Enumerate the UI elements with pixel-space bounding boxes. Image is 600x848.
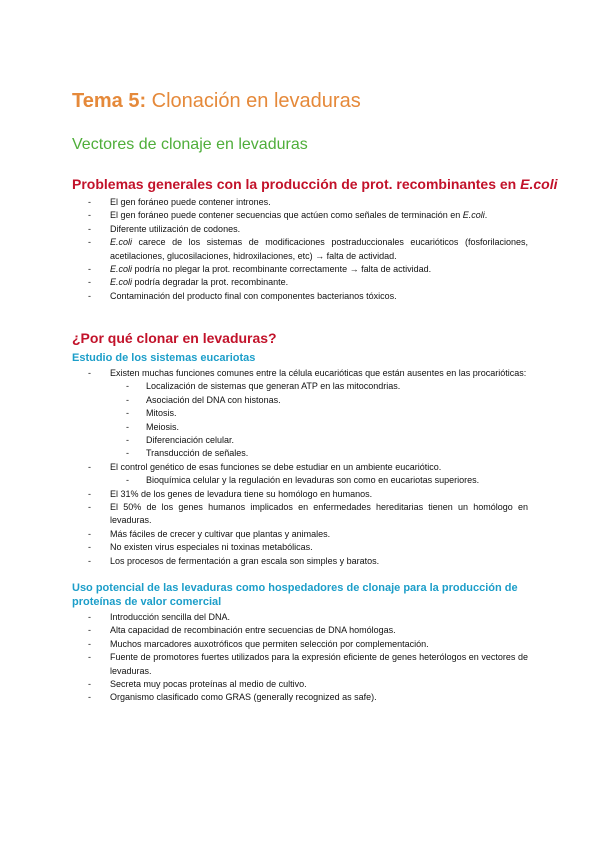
italic-text: E.coli <box>110 264 133 275</box>
list-item <box>86 209 528 222</box>
heading-why-yeast: ¿Por qué clonar en levaduras? <box>72 330 277 346</box>
list-item: - Introducción sencilla del DNA. <box>86 611 528 624</box>
sub-list-item: - Diferenciación celular. <box>86 434 528 447</box>
list-item <box>86 223 528 236</box>
heading-problems <box>72 176 557 192</box>
list-item <box>86 263 528 276</box>
sub-list-item: - Asociación del DNA con histonas. <box>86 394 528 407</box>
item-text: El gen foráneo puede contener intrones. <box>110 197 271 207</box>
item-text: El gen foráneo puede contener secuencias que actúen como señales de terminación en <box>110 210 463 221</box>
sub-list-item: - Mitosis. <box>86 407 528 420</box>
list-item: - Existen muchas funciones comunes entre la célula eucarióticas que están ausentes en las procarióticas: <box>86 367 528 380</box>
title-text: Clonación en levaduras <box>146 90 361 112</box>
item-text: Diferente utilización de codones. <box>110 223 241 234</box>
list-item: - Muchos marcadores auxotróficos que permiten selección por complementación. <box>86 638 528 651</box>
item-text: Contaminación del producto final con componentes bacterianos tóxicos. <box>110 290 397 301</box>
list-item: - Alta capacidad de recombinación entre secuencias de DNA homólogas. <box>86 624 528 637</box>
item-text: . <box>484 210 488 221</box>
page-title <box>72 90 361 113</box>
heading-problems-text: Problemas generales con la producción de prot. recombinantes en <box>72 176 521 192</box>
list-item: - Organismo clasificado como GRAS (generally recognized as safe). <box>86 691 528 704</box>
list-item: - Más fáciles de crecer y cultivar que plantas y animales. <box>86 528 528 541</box>
commercial-list <box>86 611 528 705</box>
item-text: carece de los sistemas de modificaciones postraduccionales eucarióticos (fosforilaciones, acetilaciones, glucosilaciones, hidroxilaciones, etc) → falta de actividad. <box>110 237 528 261</box>
problems-list <box>86 196 528 303</box>
italic-text: E.coli <box>110 237 133 248</box>
list-item <box>86 236 528 263</box>
section-subtitle: Vectores de clonaje en levaduras <box>72 136 308 153</box>
list-item: - No existen virus especiales ni toxinas metabólicas. <box>86 541 528 554</box>
list-item: - Los procesos de fermentación a gran escala son simples y baratos. <box>86 555 528 568</box>
sub-list-item: - Bioquímica celular y la regulación en levaduras son como en eucariotas superiores. <box>86 474 528 487</box>
item-text: podría no plegar la prot. recombinante correctamente → falta de actividad. <box>132 264 432 275</box>
list-item <box>86 290 528 303</box>
sub-list-item: - Meiosis. <box>86 421 528 434</box>
heading-commercial-use: Uso potencial de las levaduras como hospedadores de clonaje para la producción de proteínas de valor comercial <box>72 582 518 608</box>
heading-eukaryotic-systems: Estudio de los sistemas eucariotas <box>72 352 256 364</box>
list-item: - El 31% de los genes de levadura tiene su homólogo en humanos. <box>86 488 528 501</box>
list-item: - El control genético de esas funciones se debe estudiar en un ambiente eucariótico. <box>86 461 528 474</box>
item-text: podría degradar la prot. recombinante. <box>132 277 289 288</box>
list-item: - Secreta muy pocas proteínas al medio de cultivo. <box>86 678 528 691</box>
sub-list-item: - Localización de sistemas que generan ATP en las mitocondrias. <box>86 380 528 393</box>
list-item <box>86 276 528 289</box>
heading-problems-ecoli: E.coli <box>520 176 558 192</box>
list-item: - El 50% de los genes humanos implicados en enfermedades hereditarias tienen un homólogo en levaduras. <box>86 501 528 528</box>
italic-text: E.coli <box>462 210 485 221</box>
title-number: Tema 5: <box>72 90 147 112</box>
list-item: - Fuente de promotores fuertes utilizados para la expresión eficiente de genes heterólogos en vectores de levaduras. <box>86 651 528 678</box>
sub-list-item: - Transducción de señales. <box>86 447 528 460</box>
eukaryotic-list <box>86 367 528 568</box>
italic-text: E.coli <box>110 277 133 288</box>
list-item <box>86 196 528 209</box>
